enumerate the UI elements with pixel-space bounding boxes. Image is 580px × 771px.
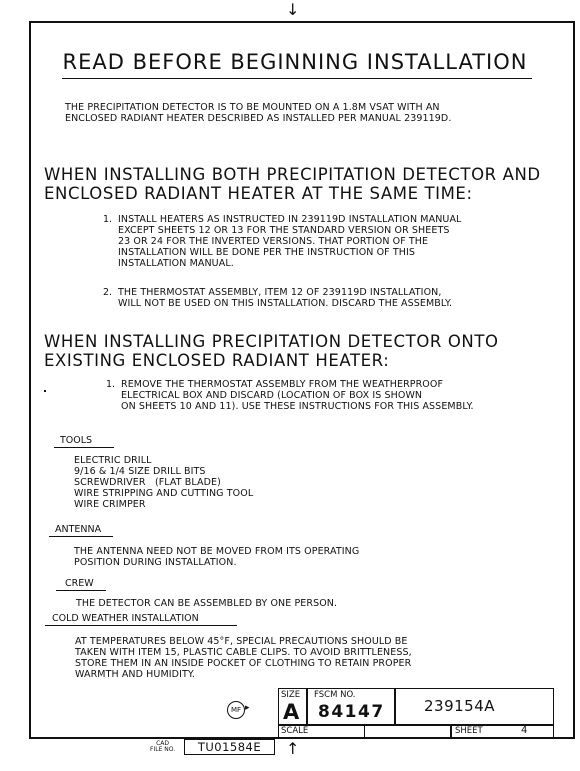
- title-block-vline-fscm: [394, 688, 396, 725]
- tools-rule: [54, 447, 114, 448]
- size-value: A: [283, 700, 300, 724]
- antenna-label: ANTENNA: [55, 524, 102, 535]
- section2-item1-number: 1.: [106, 379, 116, 390]
- section1-heading: WHEN INSTALLING BOTH PRECIPITATION DETECTOR AND ENCLOSED RADIANT HEATER AT THE SAME TIME:: [44, 165, 541, 203]
- tools-list: ELECTRIC DRILL 9/16 & 1/4 SIZE DRILL BITS SCREWDRIVER (FLAT BLADE) WIRE STRIPPING AND CUTTING TOOL WIRE CRIMPER: [74, 455, 254, 510]
- antenna-text: THE ANTENNA NEED NOT BE MOVED FROM ITS OPERATING POSITION DURING INSTALLATION.: [74, 546, 360, 568]
- cold-weather-text: AT TEMPERATURES BELOW 45°F, SPECIAL PRECAUTIONS SHOULD BE TAKEN WITH ITEM 15, PLASTIC CABLE CLIPS. TO AVOID BRITTLENESS, STORE THEM IN AN INSIDE POCKET OF CLOTHING TO RETAIN PROPER WARMTH AND HUMIDITY.: [75, 636, 412, 680]
- scale-label: SCALE: [281, 726, 309, 736]
- title-block-hline: [278, 724, 554, 726]
- section1-item2-text: THE THERMOSTAT ASSEMBLY, ITEM 12 OF 239119D INSTALLATION, WILL NOT BE USED ON THIS INSTALLATION. DISCARD THE ASSEMBLY.: [118, 287, 453, 309]
- mf-mark-text: MF: [230, 706, 242, 714]
- crew-label: CREW: [65, 578, 94, 589]
- title-block-vline-scale1: [364, 724, 365, 739]
- top-center-arrow: ↓: [286, 0, 300, 19]
- bottom-center-arrow: ↑: [286, 739, 300, 758]
- margin-dot: [44, 390, 46, 392]
- cad-file-box: [184, 739, 275, 755]
- section1-item2-number: 2.: [103, 287, 113, 298]
- title-block-vline-size: [306, 688, 308, 725]
- section2-heading: WHEN INSTALLING PRECIPITATION DETECTOR ONTO EXISTING ENCLOSED RADIANT HEATER:: [44, 332, 499, 370]
- crew-text: THE DETECTOR CAN BE ASSEMBLED BY ONE PERSON.: [76, 598, 338, 609]
- mf-arrow: ▸: [245, 703, 250, 713]
- title-block-vline-scale2: [450, 724, 452, 739]
- page-title: READ BEFORE BEGINNING INSTALLATION: [62, 50, 528, 74]
- fscm-label: FSCM NO.: [314, 690, 356, 700]
- intro-text: THE PRECIPITATION DETECTOR IS TO BE MOUNTED ON A 1.8M VSAT WITH AN ENCLOSED RADIANT HEATER DESCRIBED AS INSTALLED PER MANUAL 239119D.: [65, 102, 452, 124]
- cad-file-label: CAD FILE NO.: [150, 740, 176, 753]
- section1-item1-text: INSTALL HEATERS AS INSTRUCTED IN 239119D INSTALLATION MANUAL EXCEPT SHEETS 12 OR 13 FOR THE STANDARD VERSION OR SHEETS 23 OR 24 FOR THE INVERTED VERSIONS. THAT PORTION OF THE INSTALLATION WILL BE DONE PER THE INSTRUCTION OF THIS INSTALLATION MANUAL.: [118, 214, 462, 269]
- tools-label: TOOLS: [60, 435, 93, 446]
- size-label: SIZE: [281, 690, 301, 700]
- fscm-value: 84147: [318, 702, 385, 722]
- cold-weather-label: COLD WEATHER INSTALLATION: [52, 613, 199, 624]
- antenna-rule: [49, 536, 113, 537]
- sheet-value: 4: [521, 725, 528, 736]
- mf-circle-mark: [227, 701, 245, 719]
- section1-item1-number: 1.: [103, 214, 113, 225]
- title-underline: [62, 78, 532, 79]
- section2-item1-text: REMOVE THE THERMOSTAT ASSEMBLY FROM THE WEATHERPROOF ELECTRICAL BOX AND DISCARD (LOCATION OF BOX IS SHOWN ON SHEETS 10 AND 11). USE THESE INSTRUCTIONS FOR THIS ASSEMBLY.: [121, 379, 474, 412]
- cad-file-number: TU01584E: [197, 740, 262, 754]
- document-number: 239154A: [424, 697, 496, 715]
- sheet-label: SHEET: [455, 726, 483, 736]
- cold-weather-rule: [45, 625, 237, 626]
- crew-rule: [56, 590, 106, 591]
